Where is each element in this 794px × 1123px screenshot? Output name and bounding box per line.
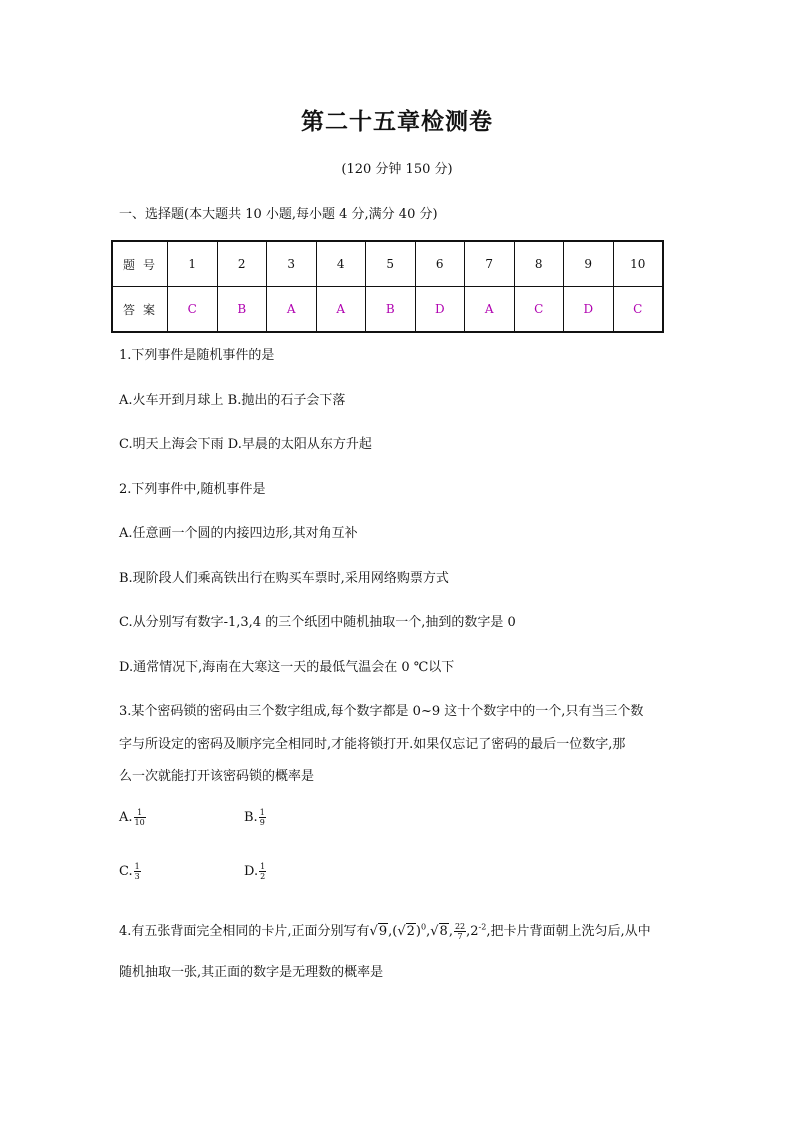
page-title: 第二十五章检测卷 <box>301 109 493 135</box>
option-prefix: D. <box>244 864 259 879</box>
q4-stem-line1 <box>119 920 651 941</box>
q4-text-start: 4.有五张背面完全相同的卡片,正面分别写有 <box>119 924 370 939</box>
radicand: 9 <box>378 924 388 939</box>
radicand: 8 <box>439 924 448 939</box>
fraction-denominator: 3 <box>134 872 140 881</box>
answer-cell: C <box>514 287 564 333</box>
section-heading: 一、选择题(本大题共 10 小题,每小题 4 分,满分 40 分) <box>119 207 438 222</box>
fraction <box>134 808 146 827</box>
answer-cell: A <box>465 287 515 333</box>
fraction-numerator: 22 <box>454 922 466 931</box>
fraction-numerator: 1 <box>134 808 146 818</box>
answer-cell: C <box>168 287 218 333</box>
exponent: 0 <box>421 922 427 932</box>
separator: , <box>448 924 453 939</box>
answer-cell: B <box>217 287 267 333</box>
question-number: 10 <box>613 241 663 287</box>
option-prefix: C. <box>119 864 133 879</box>
q3-stem-line3: 么一次就能打开该密码锁的概率是 <box>119 769 315 784</box>
fraction-denominator: 10 <box>134 818 145 827</box>
q1-options-ab: A.火车开到月球上 B.抛出的石子会下落 <box>119 393 346 408</box>
fraction-numerator: 1 <box>259 808 265 817</box>
row-label-number: 题号 <box>112 241 168 287</box>
radicand: 2 <box>406 924 415 939</box>
sqrt-expression: √9 <box>369 924 388 939</box>
answer-cell: A <box>267 287 317 333</box>
q2-stem: 2.下列事件中,随机事件是 <box>119 482 266 497</box>
question-number: 2 <box>217 241 267 287</box>
fraction <box>454 922 466 941</box>
q2-option-a: A.任意画一个圆的内接四边形,其对角互补 <box>119 526 358 541</box>
fraction <box>259 862 266 881</box>
q1-options-cd: C.明天上海会下雨 D.早晨的太阳从东方升起 <box>119 437 372 452</box>
separator: ,( <box>388 924 398 939</box>
q1-stem: 1.下列事件是随机事件的是 <box>119 348 275 363</box>
table-row-answers <box>112 287 663 333</box>
separator: ,2 <box>466 924 479 939</box>
answer-table <box>111 240 664 333</box>
question-number: 7 <box>465 241 515 287</box>
question-number: 1 <box>168 241 218 287</box>
q2-option-b: B.现阶段人们乘高铁出行在购买车票时,采用网络购票方式 <box>119 571 449 586</box>
q3-stem-line2: 字与所设定的密码及顺序完全相同时,才能将锁打开.如果仅忘记了密码的最后一位数字,那 <box>119 737 626 752</box>
answer-cell: D <box>415 287 465 333</box>
separator: , <box>426 924 431 939</box>
fraction <box>259 808 266 827</box>
question-number: 3 <box>267 241 317 287</box>
q4-text-end: ,把卡片背面朝上洗匀后,从中 <box>486 924 651 939</box>
sqrt-expression: √2 <box>397 924 415 939</box>
fraction-denominator: 2 <box>260 872 266 881</box>
fraction <box>134 862 141 881</box>
separator: ) <box>415 924 421 939</box>
fraction-numerator: 1 <box>134 862 140 871</box>
option-prefix: A. <box>119 810 133 825</box>
answer-cell: B <box>366 287 416 333</box>
q2-option-d: D.通常情况下,海南在大寒这一天的最低气温会在 0 ℃以下 <box>119 660 455 675</box>
q3-option-d <box>244 862 266 881</box>
table-row-numbers <box>112 241 663 287</box>
q3-option-c <box>119 862 141 881</box>
answer-cell: C <box>613 287 663 333</box>
q2-option-c: C.从分别写有数字-1,3,4 的三个纸团中随机抽取一个,抽到的数字是 0 <box>119 615 516 630</box>
fraction-numerator: 1 <box>260 862 266 871</box>
q3-stem-line1: 3.某个密码锁的密码由三个数字组成,每个数字都是 0~9 这十个数字中的一个,只有当三个数 <box>119 704 644 719</box>
question-number: 6 <box>415 241 465 287</box>
question-number: 5 <box>366 241 416 287</box>
answer-cell: A <box>316 287 366 333</box>
fraction-denominator: 7 <box>457 932 463 941</box>
answer-cell: D <box>564 287 614 333</box>
question-number: 8 <box>514 241 564 287</box>
sqrt-expression: √8 <box>430 924 448 939</box>
question-number: 9 <box>564 241 614 287</box>
q4-stem-line2: 随机抽取一张,其正面的数字是无理数的概率是 <box>119 965 384 980</box>
q3-option-a <box>119 808 146 827</box>
row-label-answer: 答案 <box>112 287 168 333</box>
q3-option-b <box>244 808 266 827</box>
question-number: 4 <box>316 241 366 287</box>
exam-duration-score: (120 分钟 150 分) <box>341 162 453 177</box>
exponent: -2 <box>478 922 487 932</box>
fraction-denominator: 9 <box>259 818 265 827</box>
option-prefix: B. <box>244 810 258 825</box>
